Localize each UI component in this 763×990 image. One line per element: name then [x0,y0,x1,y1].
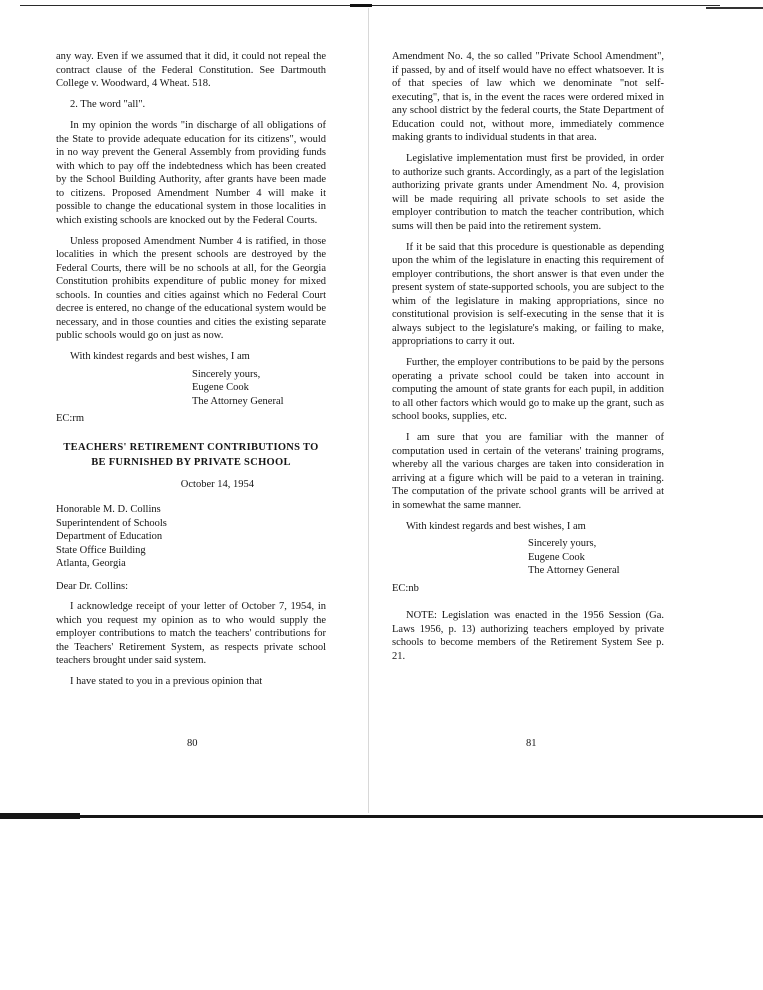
closing-line: With kindest regards and best wishes, I am [406,520,586,532]
signature-title: The Attorney General [192,395,284,407]
typist-initials: EC:nb [392,582,419,594]
editorial-note: NOTE: Legislation was enacted in the 1956 Session (Ga. Laws 1956, p. 13) authorizing teachers employed by private schools to become members of the Retirement System See p. 21. [392,610,664,662]
address-line: Department of Education [56,531,163,542]
bottom-scan-edge [0,815,763,818]
address-line: Superintendent of Schools [56,517,167,529]
page-fold [368,8,369,813]
typist-initials: EC:rm [56,413,84,424]
letter-date: October 14, 1954 [180,478,254,490]
paragraph-continuation: Amendment No. 4, the so called "Private School Amendment", if passed, by and of itself would have no effect whatsoever. It is of that species of law which we denominate "not self-executing", that is, in the event the races were ordered mixed in any school district by the federal courts, the State Department of Education could not, without more, immediately commence making grants to individual students in that area. [392,51,664,143]
address-block [56,503,326,571]
heading-line-1: TEACHERS' RETIREMENT CONTRIBUTIONS TO [63,441,319,453]
page-number-left: 80 [187,738,198,749]
signature-block [528,537,664,578]
signature-title: The Attorney General [528,565,620,576]
address-line: Atlanta, Georgia [56,558,126,569]
bottom-left-scan-mark [0,813,80,819]
heading-line-2: BE FURNISHED BY PRIVATE SCHOOL [91,456,291,468]
opinion-heading [56,440,326,470]
top-right-scan-mark [706,7,763,9]
paragraph: Unless proposed Amendment Number 4 is ratified, in those localities in which the present schools are destroyed by the Federal Courts, there will be no schools at all, for the Georgia Constitution prohibits expenditure of public money for mixed schools. In counties and cities against which no Federal Court decree is entered, no change of the educational system would be necessary, and in those counties and cities the existing separate public schools would go on just as now. [56,235,326,341]
paragraph: I am sure that you are familiar with the manner of computation used in certain of the veterans' training programs, whereby all the various charges are taken into consideration in arriving at a figure which will be paid to a veteran in training. The computation of the private school grants will be arrived at in somewhat the same manner. [392,432,664,511]
top-scan-mark [350,4,372,7]
salutation: Dear Dr. Collins: [56,580,129,592]
address-line: Honorable M. D. Collins [56,504,161,515]
signature-line: Sincerely yours, [192,368,261,380]
paragraph: Legislative implementation must first be provided, in order to authorize such grants. Accordingly, as a part of the legislation authorizing private grants under Amendment No. 4, provision will be made requiring all private schools to set aside the employer contribution to match the teacher contribution, which sums will then be paid into the retirement system. [392,153,664,232]
signature-block [192,368,326,409]
signature-name: Eugene Cook [192,382,249,393]
paragraph: I acknowledge receipt of your letter of October 7, 1954, in which you request my opinion as to who would supply the employer contributions to match the teachers' contributions for the Teachers' Retirement System, as respects private school teachers brought under said system. [56,601,326,666]
paragraph: Further, the employer contributions to be paid by the persons operating a private school could be taken into account in computing the amount of state grants for each pupil, in addition to all other factors which would go to make up the grant, such as school books, supplies, etc. [392,357,664,422]
paragraph: I have stated to you in a previous opinion that [70,676,263,687]
address-line: State Office Building [56,544,146,556]
signature-name: Eugene Cook [528,551,585,563]
closing-line: With kindest regards and best wishes, I am [70,351,250,362]
paragraph: If it be said that this procedure is questionable as depending upon the whim of the legislature in enacting this requirement of employer contributions, the short answer is that even under the present system of state-supported schools, you are subject to the whim of the legislature in making appropriations, since no constitutional provision is self-executing in the sense that it is always subject to the legislature's making, or failing to make, appropriations to carry it out. [392,241,664,347]
page-number-right: 81 [526,738,537,749]
right-page [392,50,664,671]
section-heading-all: 2. The word "all". [70,99,146,110]
paragraph-continuation: any way. Even if we assumed that it did, it could not repeal the contract clause of the Federal Constitution. See Dartmouth College v. Woodward, 4 Wheat. 518. [56,51,326,89]
left-page [56,50,326,696]
paragraph: In my opinion the words "in discharge of all obligations of the State to provide adequate education for its citizens", would in no way prevent the General Assembly from providing funds with which to pay off the indebtedness which has been created by the School Building Authority, after grants have been made to citizens. Proposed Amendment Number 4 will make it possible to change the educational system in those localities in which existing schools are knocked out by the Federal Courts. [56,120,326,226]
signature-line: Sincerely yours, [528,538,597,549]
